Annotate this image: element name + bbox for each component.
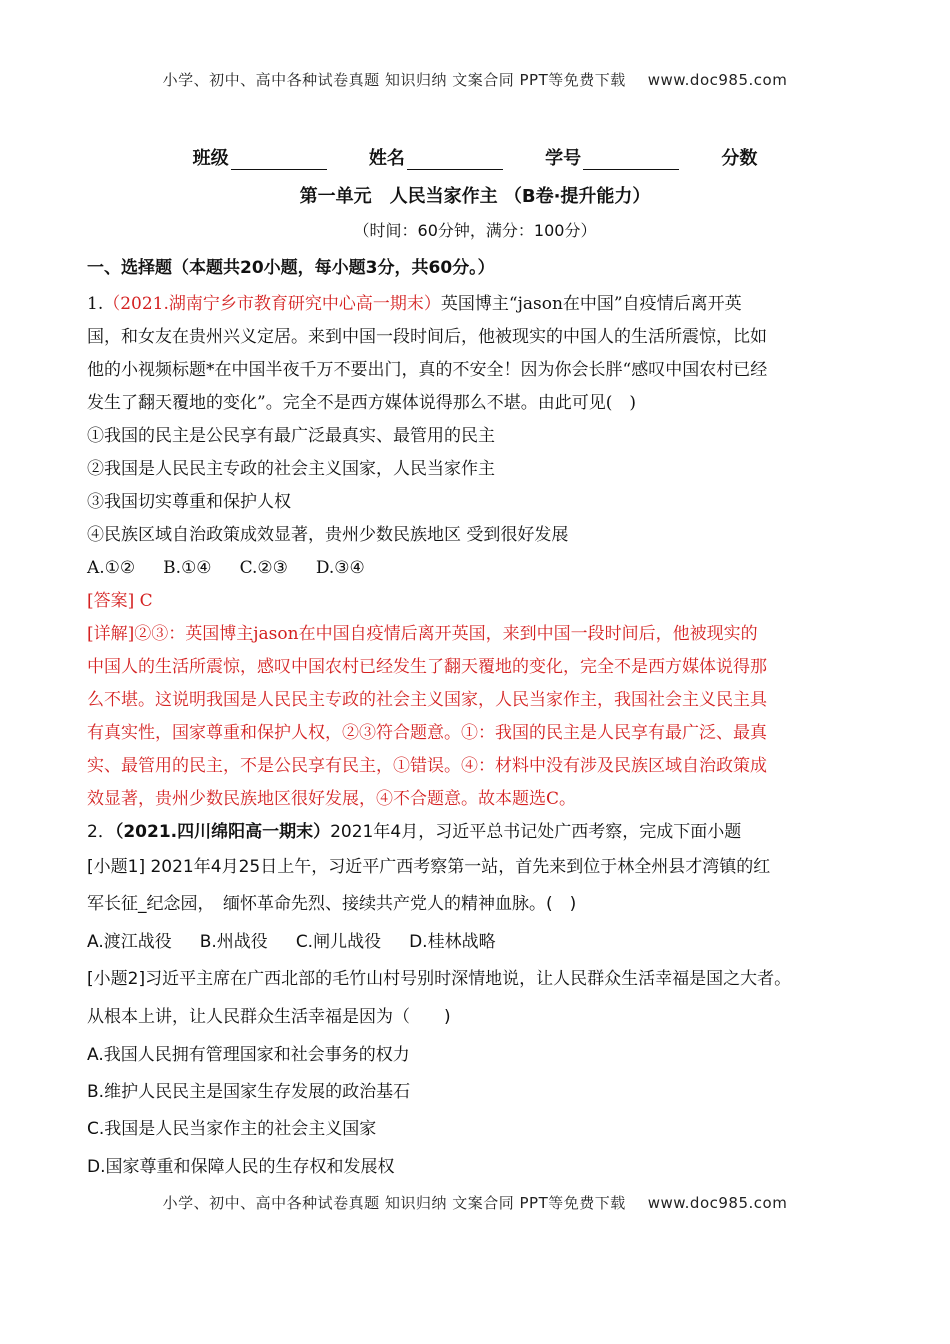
q1-option-a: A.①②	[87, 558, 136, 578]
q1-option-d: D.③④	[315, 558, 365, 578]
q2-sub2-option-b: B.维护人民民主是国家生存发展的政治基石	[87, 1082, 411, 1102]
q2-sub1-options	[87, 931, 524, 953]
q1-detail-line: 实、最管用的民主，不是公民享有民主，①错误。④：材料中没有涉及民族区域自治政策成	[87, 756, 767, 776]
q1-detail-line: 效显著，贵州少数民族地区很好发展，④不合题意。故本题选C。	[87, 789, 577, 809]
q1-statement: ③我国切实尊重和保护人权	[87, 492, 291, 512]
q2-sub1-option-d: D.桂林战略	[409, 932, 496, 952]
q1-answer: [答案] C	[87, 591, 153, 611]
footer-url[interactable]: www.doc985.com	[647, 1194, 788, 1212]
q2-first-line: 2．（2021.四川绵阳高一期末）2021年4月，习近平总书记处广西考察，完成下面小题	[87, 822, 742, 842]
q1-stem-line: 国，和女友在贵州兴义定居。来到中国一段时间后，他被现实的中国人的生活所震惊，比如	[87, 327, 767, 347]
q2-sub1-option-c: C.闸儿战役	[295, 932, 382, 952]
q1-options	[87, 557, 393, 579]
q2-source: （2021.四川绵阳高一期末）	[114, 822, 331, 842]
page-footer	[0, 1192, 950, 1213]
q1-detail-line: [详解]②③：英国博主jason在中国自疫情后离开英国，来到中国一段时间后，他被现实的	[87, 624, 758, 644]
q1-stem-line: 他的小视频标题*在中国半夜千万不要出门，真的不安全！因为你会长胖“感叹中国农村已经	[87, 360, 768, 380]
class-field: 班级	[193, 148, 327, 169]
student-info-row	[0, 144, 950, 170]
q1-detail-line: 中国人的生活所震惊，感叹中国农村已经发生了翻天覆地的变化，完全不是西方媒体说得那	[87, 657, 767, 677]
unit-title: 第一单元 人民当家作主 （B卷·提升能力）	[299, 186, 651, 207]
number-field: 学号	[545, 148, 679, 169]
q2-sub2-line: [小题2]习近平主席在广西北部的毛竹山村号别时深情地说，让人民群众生活幸福是国之大者。	[87, 969, 792, 989]
q2-sub2-option-c: C.我国是人民当家作主的社会主义国家	[87, 1119, 377, 1139]
q1-statement: ②我国是人民民主专政的社会主义国家，人民当家作主	[87, 459, 495, 479]
q2-sub2-line: 从根本上讲，让人民群众生活幸福是因为（ )	[87, 1007, 451, 1027]
q1-source: （2021.湖南宁乡市教育研究中心高一期末）	[103, 294, 441, 314]
q2-sub2-option-a: A.我国人民拥有管理国家和社会事务的权力	[87, 1045, 410, 1065]
q1-stem-line: 发生了翻天覆地的变化”。完全不是西方媒体说得那么不堪。由此可见( )	[87, 393, 636, 413]
q1-first-line: 1.（2021.湖南宁乡市教育研究中心高一期末）英国博主“jason在中国”自疫情后离开英	[87, 294, 742, 314]
time-info: （时间：60分钟，满分：100分）	[353, 221, 597, 240]
page-header	[0, 69, 950, 90]
q2-sub1-line: [小题1] 2021年4月25日上午，习近平广西考察第一站，首先来到位于林全州县才湾镇的红	[87, 857, 771, 877]
header-text: 小学、初中、高中各种试卷真题 知识归纳 文案合同 PPT等免费下载	[162, 71, 626, 89]
q2-sub1-option-b: B.州战役	[199, 932, 268, 952]
q1-option-b: B.①④	[163, 558, 212, 578]
q1-detail-line: 么不堪。这说明我国是人民民主专政的社会主义国家，人民当家作主，我国社会主义民主具	[87, 690, 767, 710]
q2-sub1-line: 军长征_纪念园， 缅怀革命先烈、接续共产党人的精神血脉。( )	[87, 894, 577, 914]
q2-sub1-option-a: A.渡江战役	[87, 932, 172, 952]
footer-text: 小学、初中、高中各种试卷真题 知识归纳 文案合同 PPT等免费下载	[162, 1194, 626, 1212]
section-title: 一、选择题（本题共20小题，每小题3分，共60分。）	[87, 258, 495, 278]
q1-statement: ④民族区域自治政策成效显著，贵州少数民族地区 受到很好发展	[87, 525, 569, 545]
header-url[interactable]: www.doc985.com	[647, 71, 788, 89]
q1-detail-line: 有真实性，国家尊重和保护人权，②③符合题意。①：我国的民主是人民享有最广泛、最真	[87, 723, 767, 743]
q1-statement: ①我国的民主是公民享有最广泛最真实、最管用的民主	[87, 426, 495, 446]
name-field: 姓名	[369, 148, 503, 169]
q1-option-c: C.②③	[239, 558, 288, 578]
q2-sub2-option-d: D.国家尊重和保障人民的生存权和发展权	[87, 1157, 395, 1177]
score-field: 分数	[721, 148, 758, 169]
